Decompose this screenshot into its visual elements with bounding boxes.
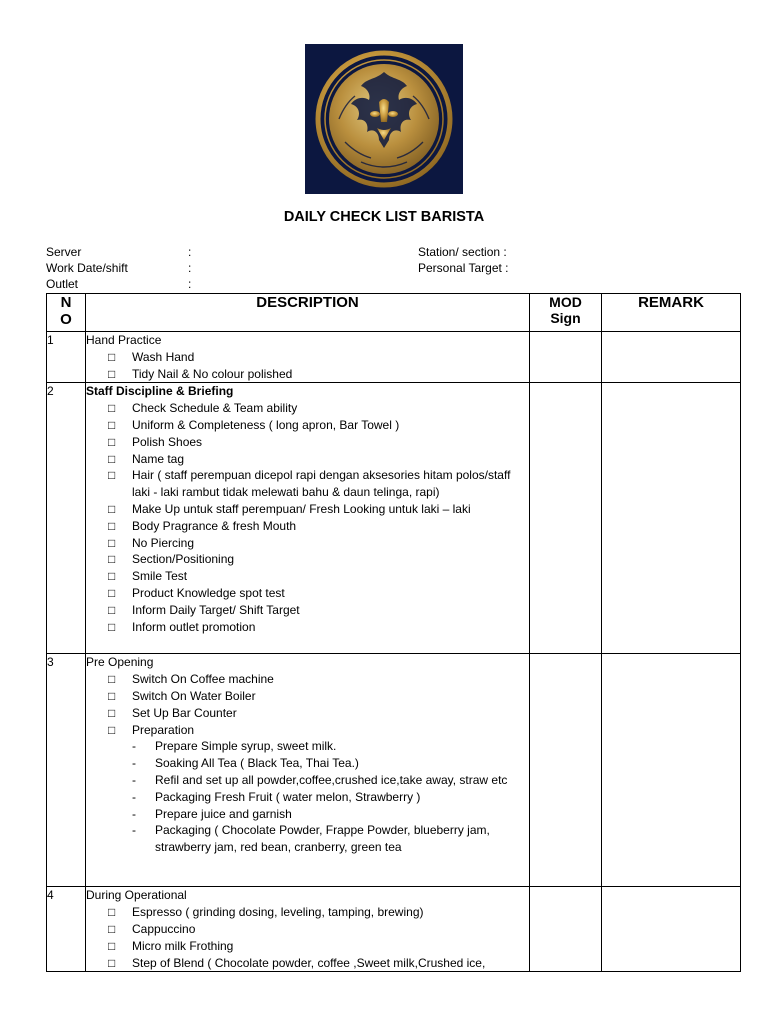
- dash-bullet: -: [132, 739, 136, 754]
- outlet-colon: :: [188, 277, 192, 291]
- list-item: - Packaging ( Chocolate Powder, Frappe Powder, blueberry jam, strawberry jam, red bean, cranberry, green tea: [132, 823, 490, 855]
- section-title: Hand Practice: [86, 333, 162, 347]
- list-item: □ Preparation: [108, 722, 195, 737]
- header-remark: REMARK: [602, 294, 741, 332]
- list-item: □ Step of Blend ( Chocolate powder, coffee ,Sweet milk,Crushed ice,: [108, 955, 486, 970]
- remark-cell[interactable]: [602, 332, 741, 383]
- list-item: □ Tidy Nail & No colour polished: [108, 366, 293, 381]
- outlet-label: Outlet: [46, 277, 79, 291]
- list-item: □ Set Up Bar Counter: [108, 705, 237, 720]
- section-title: Pre Opening: [86, 655, 154, 670]
- row-number: 3: [47, 654, 86, 887]
- header-mod-sign: MOD Sign: [530, 294, 602, 332]
- checkbox-icon[interactable]: □: [108, 905, 116, 920]
- row-number: 2: [47, 383, 86, 654]
- server-colon: :: [188, 245, 192, 259]
- header-no: N O: [47, 294, 86, 332]
- remark-cell[interactable]: [602, 887, 741, 972]
- header-description: DESCRIPTION: [86, 294, 530, 332]
- list-item: □ Micro milk Frothing: [108, 938, 234, 953]
- list-item: □ Check Schedule & Team ability: [108, 401, 298, 416]
- checkbox-icon[interactable]: □: [108, 468, 116, 483]
- work-date-label: Work Date/shift: [46, 261, 128, 275]
- list-item: □ Uniform & Completeness ( long apron, Bar Towel ): [108, 417, 400, 432]
- dash-bullet: -: [132, 806, 136, 821]
- list-item: □ Polish Shoes: [108, 434, 203, 449]
- checkbox-icon[interactable]: □: [108, 518, 116, 533]
- checkbox-icon[interactable]: □: [108, 535, 116, 550]
- section-title: Staff Discipline & Briefing: [86, 384, 234, 399]
- table-row: [47, 887, 741, 972]
- checkbox-icon[interactable]: □: [108, 434, 116, 449]
- list-item: □ Smile Test: [108, 569, 188, 584]
- remark-cell[interactable]: [602, 383, 741, 654]
- dash-bullet: -: [132, 756, 136, 771]
- server-label: Server: [46, 245, 82, 259]
- checkbox-icon[interactable]: □: [108, 417, 116, 432]
- list-item: - Refil and set up all powder,coffee,crushed ice,take away, straw etc: [132, 772, 508, 787]
- row-description: [86, 332, 530, 383]
- checkbox-icon[interactable]: □: [108, 552, 116, 567]
- list-item: □ Section/Positioning: [108, 552, 235, 567]
- checkbox-icon[interactable]: □: [108, 619, 116, 634]
- remark-cell[interactable]: [602, 654, 741, 887]
- table-row: [47, 332, 741, 383]
- table-header-row: [47, 294, 741, 332]
- list-item: □ Name tag: [108, 451, 185, 466]
- section-title: During Operational: [86, 888, 187, 903]
- list-item: □ Body Pragrance & fresh Mouth: [108, 518, 297, 533]
- dash-bullet: -: [132, 789, 136, 804]
- checkbox-icon[interactable]: □: [108, 938, 116, 953]
- mod-sign-cell[interactable]: [530, 383, 602, 654]
- list-item: □ Product Knowledge spot test: [108, 585, 285, 600]
- list-item: □ Cappuccino: [108, 921, 196, 936]
- row-description: [86, 383, 530, 654]
- row-number: 4: [47, 887, 86, 972]
- checkbox-icon[interactable]: □: [108, 451, 116, 466]
- row-description: [86, 887, 530, 972]
- checklist-items: [86, 904, 529, 971]
- checkbox-icon[interactable]: □: [108, 569, 116, 584]
- mod-sign-cell[interactable]: [530, 332, 602, 383]
- checklist-table: [46, 293, 741, 972]
- list-item: □ Hair ( staff perempuan dicepol rapi dengan aksesories hitam polos/staff laki - laki rambut tidak melewati bahu & daun telinga, rapi): [108, 468, 511, 500]
- list-item: □ No Piercing: [108, 535, 195, 550]
- sub-items: [86, 738, 529, 856]
- checkbox-icon[interactable]: □: [108, 349, 116, 364]
- table-row: [47, 383, 741, 654]
- checkbox-icon[interactable]: □: [108, 722, 116, 737]
- target-label: Personal Target :: [418, 261, 509, 275]
- list-item: - Prepare Simple syrup, sweet milk.: [132, 739, 337, 754]
- checkbox-icon[interactable]: □: [108, 688, 116, 703]
- checklist-items: [86, 671, 529, 738]
- list-item: □ Espresso ( grinding dosing, leveling, tamping, brewing): [108, 905, 424, 920]
- list-item: □ Switch On Coffee machine: [108, 672, 274, 687]
- checkbox-icon[interactable]: □: [108, 602, 116, 617]
- list-item: □ Make Up untuk staff perempuan/ Fresh Looking untuk laki – laki: [108, 501, 471, 516]
- list-item: □ Inform outlet promotion: [108, 619, 256, 634]
- checkbox-icon[interactable]: □: [108, 366, 116, 381]
- station-label: Station/ section :: [418, 245, 507, 259]
- checklist-items: [86, 349, 529, 383]
- checkbox-icon[interactable]: □: [108, 672, 116, 687]
- work-date-colon: :: [188, 261, 192, 275]
- page-title: DAILY CHECK LIST BARISTA: [283, 209, 485, 225]
- checklist-items: [86, 400, 529, 635]
- checkbox-icon[interactable]: □: [108, 401, 116, 416]
- list-item: - Soaking All Tea ( Black Tea, Thai Tea.): [132, 756, 359, 771]
- list-item: - Prepare juice and garnish: [132, 806, 292, 821]
- checkbox-icon[interactable]: □: [108, 955, 116, 970]
- checkbox-icon[interactable]: □: [108, 705, 116, 720]
- checkbox-icon[interactable]: □: [108, 921, 116, 936]
- list-item: □ Switch On Water Boiler: [108, 688, 256, 703]
- list-item: - Packaging Fresh Fruit ( water melon, Strawberry ): [132, 789, 421, 804]
- mod-sign-cell[interactable]: [530, 887, 602, 972]
- list-item: □ Inform Daily Target/ Shift Target: [108, 602, 300, 617]
- row-number: 1: [47, 332, 86, 383]
- row-description: [86, 654, 530, 887]
- table-row: [47, 654, 741, 887]
- checkbox-icon[interactable]: □: [108, 585, 116, 600]
- list-item: □ Wash Hand: [108, 349, 195, 364]
- mod-sign-cell[interactable]: [530, 654, 602, 887]
- lion-crest-logo: [305, 44, 463, 194]
- dash-bullet: -: [132, 772, 136, 787]
- dash-bullet: -: [132, 823, 136, 838]
- checkbox-icon[interactable]: □: [108, 501, 116, 516]
